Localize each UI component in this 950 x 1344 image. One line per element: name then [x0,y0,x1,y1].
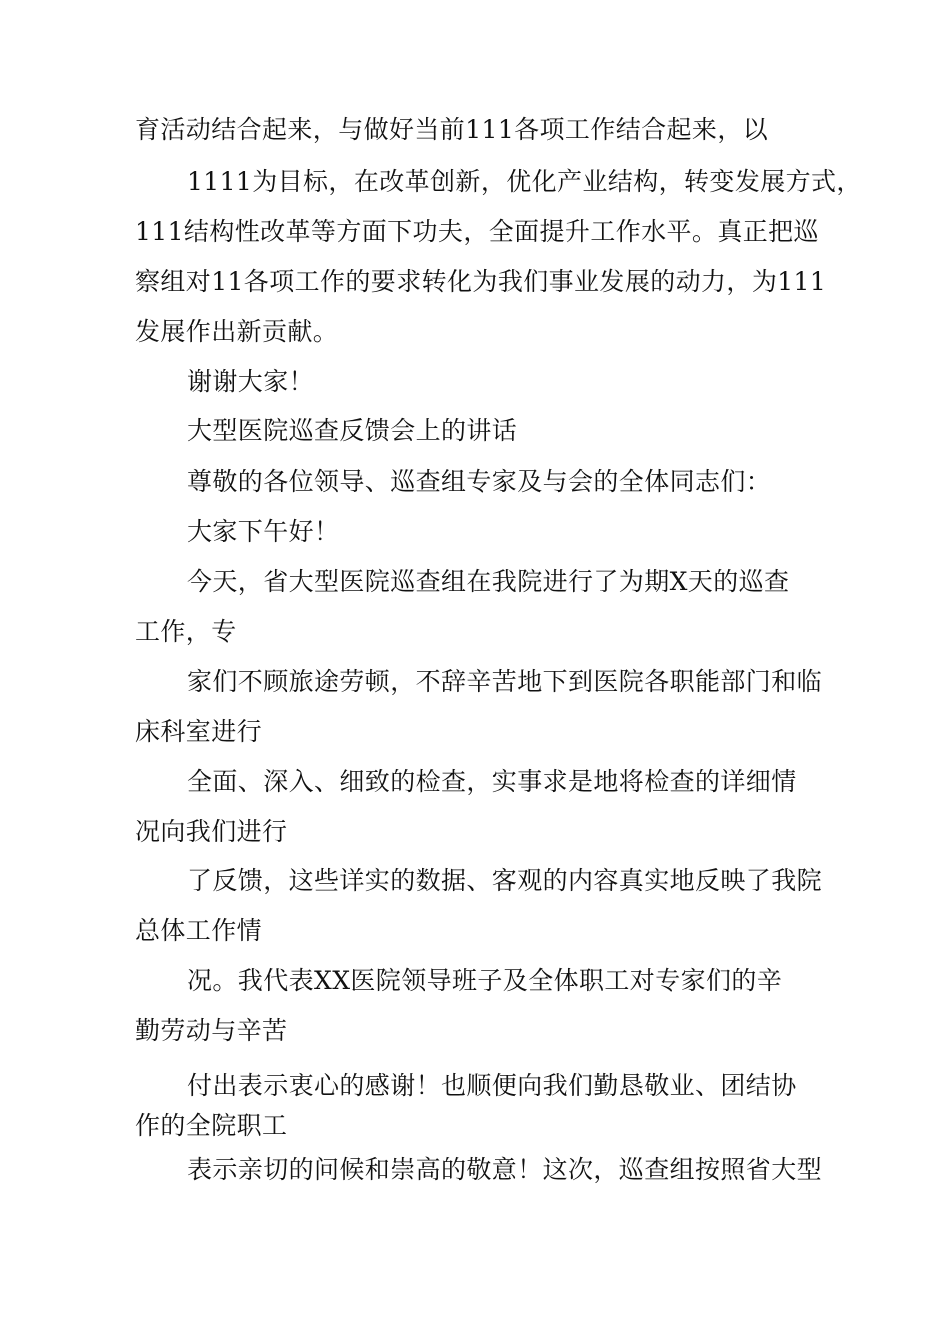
text-line: 发展作出新贡献。 [135,317,339,346]
text-line: 付出表示衷心的感谢！也顺便向我们勤恳敬业、团结协 [187,1071,797,1100]
text-line: 况。我代表XX医院领导班子及全体职工对专家们的辛 [187,966,783,995]
heading-line: 大型医院巡查反馈会上的讲话 [187,416,518,445]
text-line: 总体工作情 [135,916,263,945]
text-line: 家们不顾旅途劳顿，不辞辛苦地下到医院各职能部门和临 [187,667,823,696]
text-line: 况向我们进行 [135,817,288,846]
text-line: 谢谢大家！ [187,367,315,396]
text-line: 育活动结合起来，与做好当前111各项工作结合起来，以 [135,115,769,144]
text-line: 表示亲切的问候和崇高的敬意！这次，巡查组按照省大型 [187,1155,823,1184]
text-line: 1111为目标，在改革创新，优化产业结构，转变发展方式， [187,167,862,196]
salutation-line: 尊敬的各位领导、巡查组专家及与会的全体同志们： [187,467,772,496]
text-line: 111结构性改革等方面下功夫，全面提升工作水平。真正把巡 [135,217,819,246]
greeting-line: 大家下午好！ [187,517,340,546]
text-line: 了反馈，这些详实的数据、客观的内容真实地反映了我院 [187,866,823,895]
text-line: 察组对11各项工作的要求转化为我们事业发展的动力，为111 [135,267,827,296]
text-line: 今天，省大型医院巡查组在我院进行了为期X天的巡查 [187,567,790,596]
text-line: 工作，专 [135,617,237,646]
text-line: 作的全院职工 [135,1111,288,1140]
text-line: 全面、深入、细致的检查，实事求是地将检查的详细情 [187,767,797,796]
text-line: 勤劳动与辛苦 [135,1016,288,1045]
text-line: 床科室进行 [135,717,263,746]
